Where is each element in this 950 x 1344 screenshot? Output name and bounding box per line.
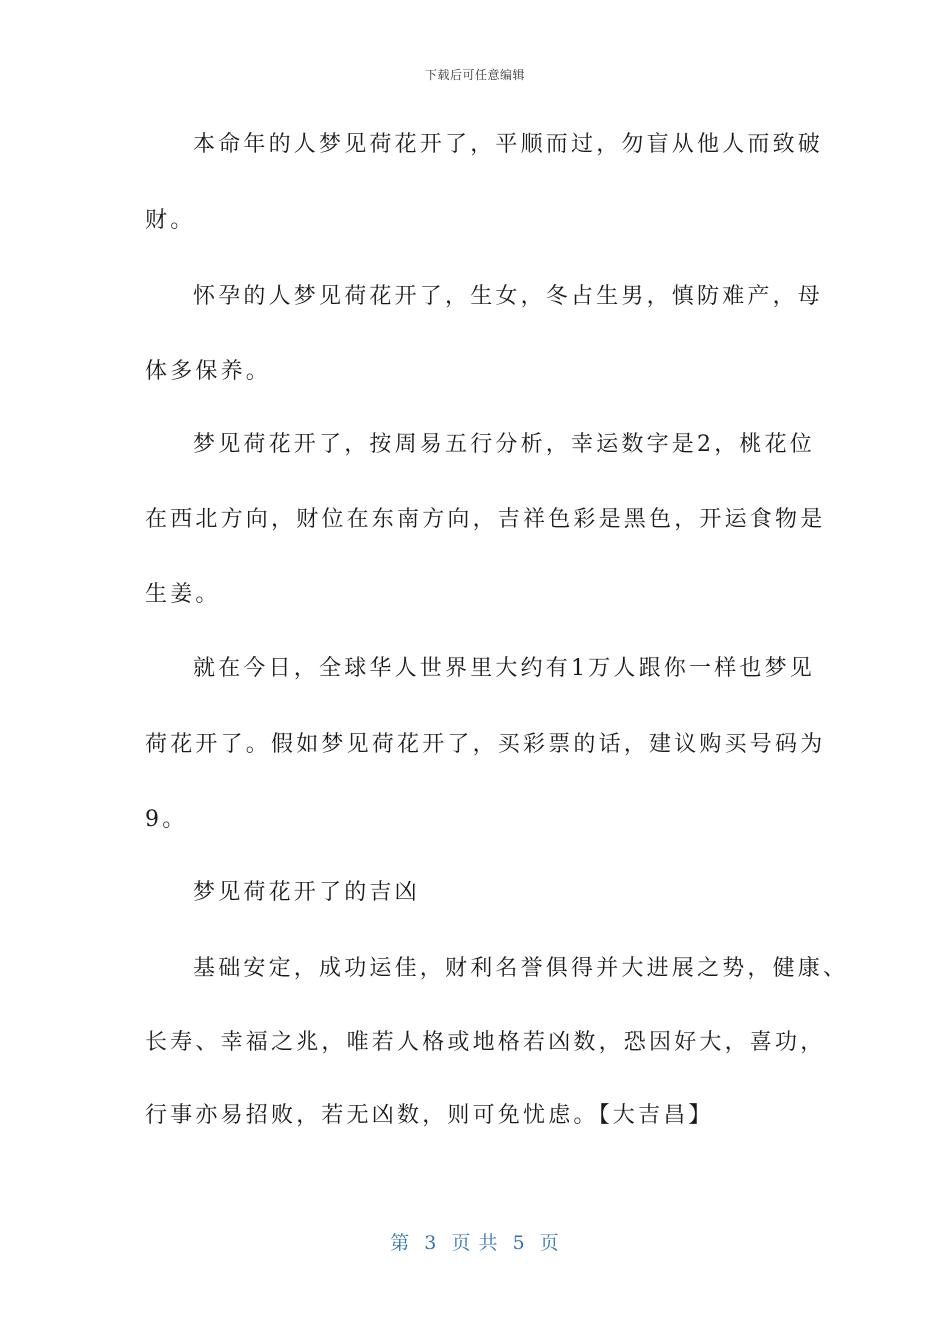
paragraph-line: 行事亦易招败，若无凶数，则可免忧虑。【大吉昌】 (145, 1103, 714, 1128)
paragraph-line: 生姜。 (145, 582, 221, 607)
paragraph-line: 在西北方向，财位在东南方向，吉祥色彩是黑色，开运食物是 (145, 507, 826, 532)
paragraph-line: 体多保养。 (145, 359, 272, 384)
page-header: 下载后可任意编辑 (424, 68, 525, 82)
paragraph-line: 本命年的人梦见荷花开了，平顺而过，勿盲从他人而致破 (193, 132, 824, 157)
paragraph-line: 荷花开了。假如梦见荷花开了，买彩票的话，建议购买号码为 (145, 732, 826, 757)
paragraph-line: 基础安定，成功运佳，财利名誉俱得并大进展之势，健康、 (193, 956, 849, 981)
paragraph-line: 财。 (145, 208, 196, 233)
paragraph-line: 9。 (145, 807, 188, 832)
paragraph-line: 怀孕的人梦见荷花开了，生女，冬占生男，慎防难产，母 (193, 284, 824, 309)
page-number-footer: 第 3 页 共 5 页 (390, 1232, 560, 1254)
section-heading: 梦见荷花开了的吉凶 (193, 880, 420, 905)
paragraph-line: 长寿、幸福之兆，唯若人格或地格若凶数，恐因好大，喜功， (145, 1030, 826, 1055)
paragraph-line: 就在今日，全球华人世界里大约有1万人跟你一样也梦见 (193, 656, 815, 681)
paragraph-line: 梦见荷花开了，按周易五行分析，幸运数字是2，桃花位 (193, 432, 815, 457)
